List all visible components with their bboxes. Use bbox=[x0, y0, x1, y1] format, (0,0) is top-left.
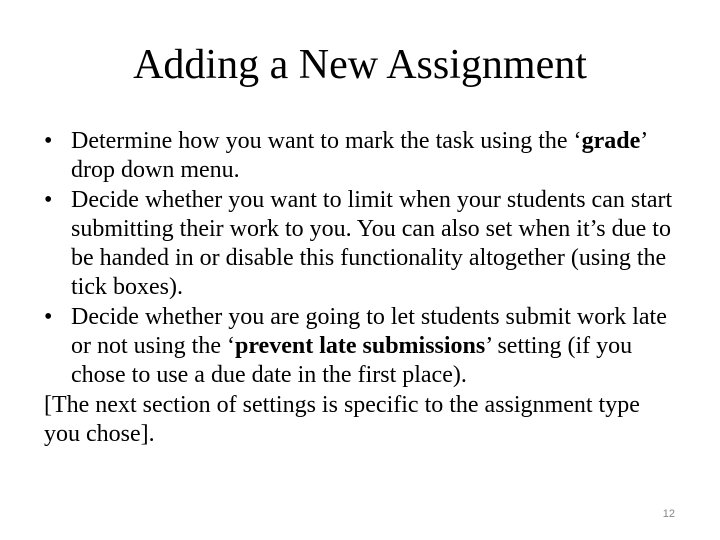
closing-note: [The next section of settings is specific to the assignment type you chose]. bbox=[44, 391, 640, 447]
bullet-marker: • bbox=[44, 128, 53, 154]
bullet-text-bold: prevent late submissions bbox=[234, 333, 486, 360]
bullet-item-grade bbox=[44, 127, 674, 186]
slide-title: Adding a New Assignment bbox=[133, 42, 587, 88]
bullet-text bbox=[71, 304, 667, 389]
bullet-text bbox=[71, 187, 672, 301]
page-number: 12 bbox=[662, 508, 675, 520]
bullet-item-submission-window bbox=[44, 186, 674, 303]
bullet-text-after: ’ setting (if you chose to use a due date in the first place). bbox=[71, 333, 633, 389]
slide-body bbox=[44, 127, 674, 449]
bullet-list bbox=[44, 127, 674, 391]
bullet-item-late-submissions bbox=[44, 303, 674, 391]
bullet-marker: • bbox=[44, 186, 53, 213]
bullet-text bbox=[71, 128, 646, 183]
bullet-text-before: Decide whether you are going to let students submit work late or not using the ‘ bbox=[71, 303, 667, 360]
bullet-text-after: ’ drop down menu. bbox=[71, 128, 647, 184]
bullet-text-before: Determine how you want to mark the task using the ‘ bbox=[71, 128, 582, 154]
bullet-marker: • bbox=[44, 303, 53, 330]
bullet-text-bold: grade bbox=[581, 128, 641, 154]
bullet-text-before: Decide whether you want to limit when your students can start submitting their work to you. You can also set when it’s due to be handed in or disable this functionality altogether (using the tick boxes). bbox=[71, 186, 673, 301]
